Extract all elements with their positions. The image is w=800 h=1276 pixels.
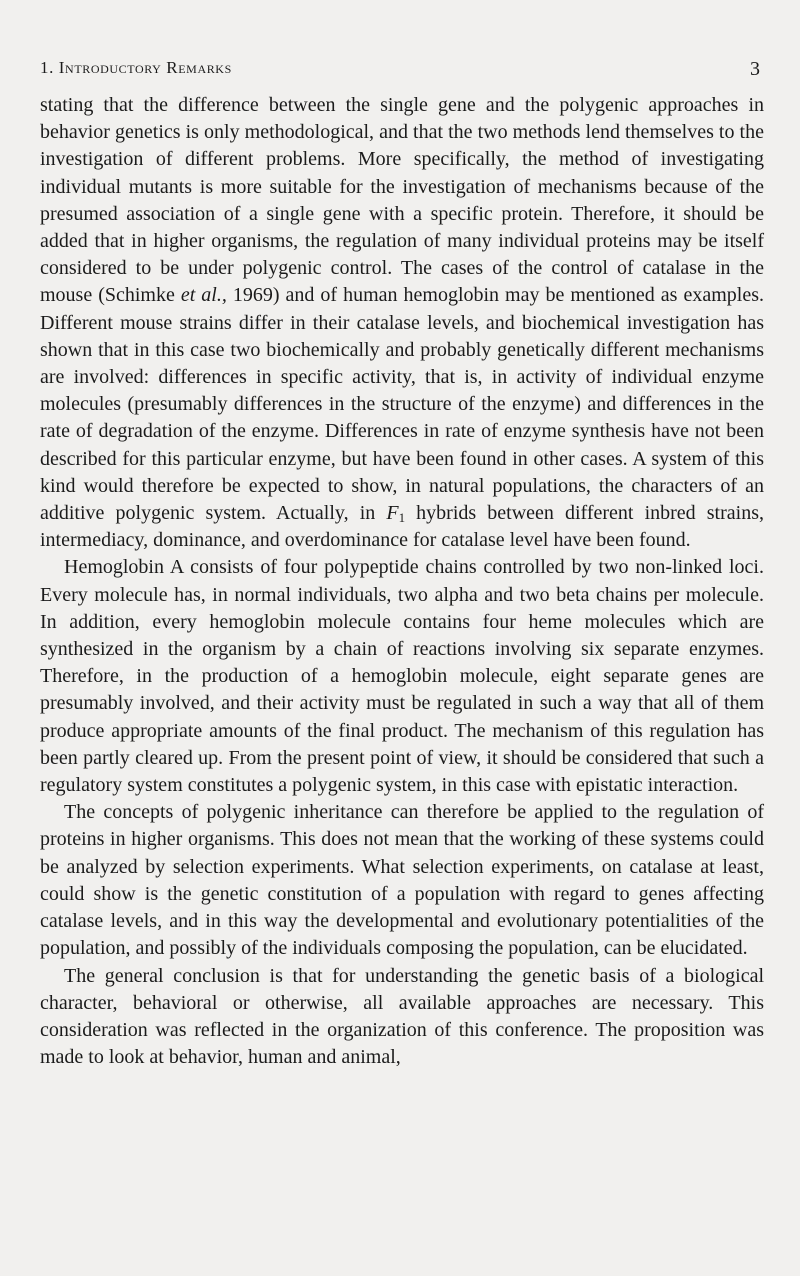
paragraph-1-text-a: stating that the difference between the single gene and the polygenic approaches in behavior genetics is only methodological, and that the two methods lend themselves to the investigation of different problems. More specifically, the method of investigating individual mutants is more suitable for the investigation of mechanisms because of the presumed association of a single gene with a specific protein. Therefore, it should be added that in higher organisms, the regulation of many individual proteins may be itself considered to be under polygenic control. The cases of the control of catalase in the mouse (Schimke bbox=[40, 94, 764, 307]
body-text bbox=[40, 92, 764, 1071]
running-head: 1. Introductory Remarks bbox=[40, 58, 232, 77]
paragraph-1-text-b: 1969) and of human hemoglobin may be mentioned as examples. Different mouse strains differ in their catalase levels, and biochemical investigation has shown that in this case two biochemically and probably genetically different mechanisms are involved: differences in specific activity, that is, in activity of individual enzyme molecules (presumably differences in the structure of the enzyme) and differences in the rate of degradation of the enzyme. Differences in rate of enzyme synthesis have not been described for this particular enzyme, but have been found in other cases. A system of this kind would therefore be expected to show, in natural populations, the characters of an additive polygenic system. Actually, in bbox=[40, 284, 764, 525]
paragraph-3: The concepts of polygenic inheritance can therefore be applied to the regulation of proteins in higher organisms. This does not mean that the working of these systems could be analyzed by selection experiments. What selection experiments, on catalase at least, could show is the genetic constitution of a population with regard to genes affecting catalase levels, and in this way the developmental and evolutionary potentialities of the population, and possibly of the individuals composing the population, can be elucidated. bbox=[40, 801, 764, 960]
f1-subscript: 1 bbox=[398, 510, 406, 526]
paragraph-2: Hemoglobin A consists of four polypeptide chains controlled by two non-linked loci. Every molecule has, in normal individuals, two alpha and two beta chains per molecule. In addition, every hemoglobin molecule contains four heme molecules which are synthesized in the organism by a chain of reactions involving six separate enzymes. Therefore, in the production of a hemoglobin molecule, eight separate genes are presumably involved, and their activity must be regulated in such a way that all of them produce appropriate amounts of the final product. The mechanism of this regulation has been partly cleared up. From the present point of view, it should be considered that such a regulatory system constitutes a polygenic system, in this case with epistatic interaction. bbox=[40, 556, 764, 797]
paragraph-1-text-c: hybrids between different inbred strains, intermediacy, dominance, and overdominance for catalase level have been found. bbox=[40, 502, 764, 552]
page-header bbox=[40, 58, 760, 88]
page-number: 3 bbox=[750, 58, 760, 80]
paragraph-4: The general conclusion is that for understanding the genetic basis of a biological character, behavioral or otherwise, all available approaches are necessary. This consideration was reflected in the organization of this conference. The proposition was made to look at behavior, human and animal, bbox=[40, 964, 764, 1069]
et-al-italic: et al., bbox=[180, 284, 227, 307]
f1-symbol: F bbox=[386, 502, 399, 525]
paragraph-1 bbox=[40, 92, 764, 554]
